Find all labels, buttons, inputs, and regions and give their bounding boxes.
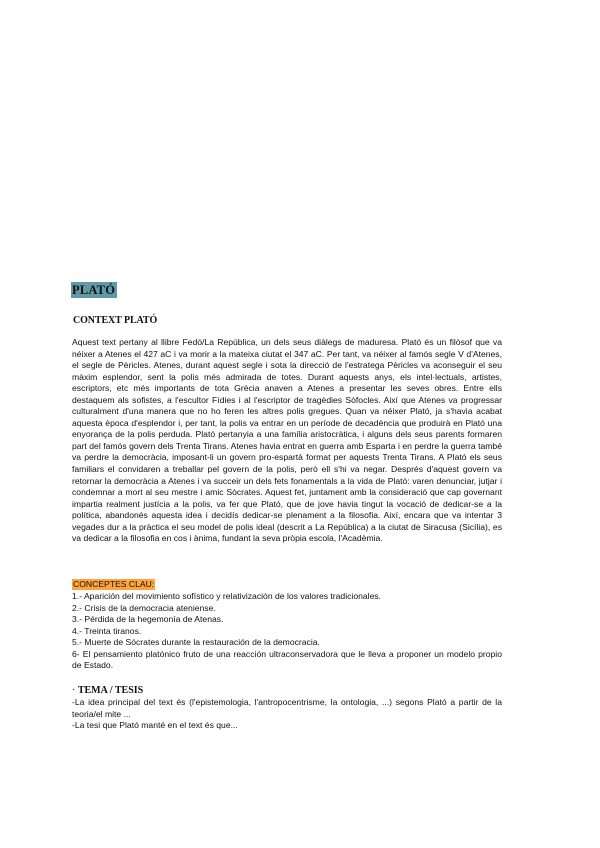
list-item: 6- El pensamiento platónico fruto de una reacción ultraconservadora que le lleva a proponer un modelo propio de Estado. (72, 648, 502, 671)
bullet-prefix: · (72, 685, 78, 696)
page-title: PLATÓ (72, 283, 116, 297)
tema-heading (72, 685, 143, 697)
list-item: 4.- Treinta tiranos. (72, 625, 142, 636)
list-item: -La idea principal del text és (l'epistemologia, l'antropocentrisme, la ontologia, ...) segons Plató a partir de la teoria/el mite ... (72, 697, 502, 719)
context-heading: CONTEXT PLATÓ (73, 315, 158, 326)
tema-heading-label: TEMA / TESIS (77, 685, 144, 696)
list-item: 5.- Muerte de Sócrates durante la restauración de la democracia. (72, 637, 320, 648)
context-paragraph: Aquest text pertany al llibre Fedó/La República, un dels seus diàlegs de maduresa. Plató és un filòsof que va néixer a Atenes el 427 aC i va morir a la mateixa ciutat el 347 aC. Per tant, va néixer al famós segle V d'Atenes, el segle de Pèricles. Atenes, durant aquest segle i sota la direcció de l'estratega Pèricles va aconseguir el seu màxim esplendor, sent la polis més admirada de totes. Durant aquests anys, els intel·lectuals, artistes, escriptors, etc més importants de tota Grècia anaven a Atenes a presentar les seves obres. Entre ells destaquem als sofistes, a l'escultor Fídies i al l'escriptor de tragèdies Sòfocles. Així que Atenes va progressar culturalment d'una manera que no ho feren les altres polis gregues. Quan va néixer Plató, ja s'havia acabat aquesta època d'esplendor i, per tant, la polis va entrar en un període de decadència que produirà en Plató una enyorança de la polis perduda. Plató pertanyia a una família aristocràtica, i alguns dels seus parents formaren part del famós govern dels Trenta Tirans. Atenes havia entrat en guerra amb Esparta i en perdre la guerra també va perdre la democràcia, imposant-li un govern pro-espartà format per aquests Trenta Tirans. A Plató els seus familiars el convidaren a treballar pel govern de la polis, però ell s'hi va negar. Després d'aquest govern va retornar la democràcia a Atenes i va succeir un dels fets fonamentals a la vida de Plató: varen denunciar, jutjar i condemnar a mort al seu mestre i amic Sòcrates. Aquest fet, juntament amb la consideració que cap governant impartia realment justícia a la polis, va fer que Plató, que de jove havia tingut la vocació de dedicar-se a la política, abandonés aquesta idea i decidís dedicar-se plenament a la filosofia. Així, encara que va intentar 3 vegades dur a la pràctica el seu model de polis ideal (descrit a La República) a la ciutat de Siracusa (Sicília), es va dedicar a la filosofia en cos i ànima, fundant la seva pròpia escola, l'Acadèmia. (72, 337, 502, 544)
list-item: 2.- Crisis de la democracia ateniense. (72, 602, 216, 613)
tema-lines (72, 697, 502, 732)
list-item: 3.- Pérdida de la hegemonía de Atenas. (72, 614, 224, 625)
list-item: -La tesi que Plató manté en el text és que... (72, 720, 238, 731)
concepts-list (72, 591, 502, 672)
concepts-heading: CONCEPTES CLAU: (73, 579, 155, 589)
list-item: 1.- Aparición del movimiento sofístico y relativización de los valores tradicionales. (72, 591, 382, 601)
